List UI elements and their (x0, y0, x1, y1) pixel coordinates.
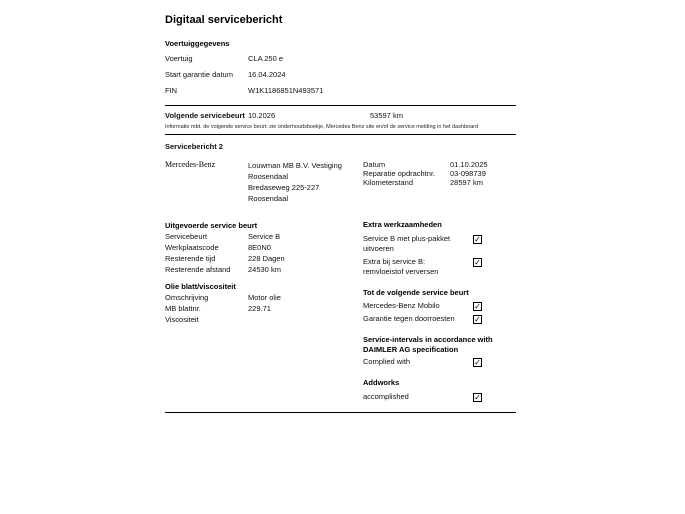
vehicle-row (165, 70, 516, 79)
oil-row (165, 314, 363, 325)
field-label: Voertuig (165, 54, 193, 63)
field-value: 28597 km (450, 178, 483, 187)
field-label: MB blattnr. (165, 304, 201, 313)
check-item (363, 301, 516, 311)
dealer-line: Louwman MB B.V. Vestiging (248, 161, 342, 170)
field-value: 24530 km (248, 265, 281, 274)
checkbox[interactable]: ✓ (474, 315, 481, 324)
next-service-row (165, 111, 516, 120)
next-service-section (165, 105, 516, 135)
vehicle-section-heading: Voertuiggegevens (165, 39, 230, 48)
report-details (363, 160, 516, 204)
dealer-info-section (165, 160, 516, 204)
report-body-columns (165, 220, 516, 402)
check-item (363, 357, 516, 367)
dealer-line: Roosendaal (248, 172, 289, 181)
field-value (248, 314, 363, 325)
check-item (363, 392, 516, 402)
next-service-heading: Volgende servicebeurt (165, 111, 245, 120)
performed-service-heading: Uitgevoerde service beurt (165, 221, 258, 230)
check-item-label: Extra bij service B: remvloeistof verversen (363, 256, 439, 276)
field-label: Viscositeit (165, 315, 199, 324)
field-label: Reparatie opdrachtnr. (363, 169, 436, 178)
check-item-label: Mercedes-Benz Mobilo (363, 301, 440, 310)
left-column (165, 220, 363, 402)
checkbox[interactable]: ✓ (474, 302, 481, 311)
field-value: W1K1186851N493571 (248, 86, 324, 95)
vehicle-row (165, 86, 516, 95)
performed-row (165, 231, 363, 242)
dealer-line: Roosendaal (248, 194, 289, 203)
performed-row (165, 264, 363, 275)
field-value: 8E0N0 (248, 243, 271, 252)
checkbox[interactable]: ✓ (474, 392, 481, 402)
checkbox[interactable]: ✓ (474, 257, 481, 267)
until-next-service-heading: Tot de volgende service beurt (363, 287, 469, 297)
field-value: 03-098739 (450, 169, 486, 178)
checkbox[interactable]: ✓ (474, 234, 481, 244)
field-label: Servicebeurt (165, 232, 208, 241)
oil-row (165, 292, 363, 303)
detail-row (363, 169, 516, 178)
service-intervals-heading: Service-intervals in accordance with DAIMLER AG specification (363, 335, 493, 354)
check-item (363, 314, 516, 324)
detail-row (363, 160, 516, 169)
dealer-address (248, 160, 363, 204)
oil-row (165, 303, 363, 314)
brand-logo-text: Mercedes-Benz (165, 160, 216, 169)
oil-section-heading: Olie blatt/viscositeit (165, 282, 236, 291)
vehicle-section (165, 39, 516, 105)
field-label: Resterende afstand (165, 265, 231, 274)
field-label: Start garantie datum (165, 70, 233, 79)
detail-row (363, 178, 516, 187)
field-label: Omschrijving (165, 293, 209, 302)
vehicle-row (165, 54, 516, 63)
check-item-label: Service B met plus-pakket uitvoeren (363, 233, 451, 253)
bottom-divider (165, 412, 516, 413)
service-report-heading: Servicebericht 2 (165, 142, 223, 151)
field-value: 01.10.2025 (450, 160, 488, 169)
field-label: Resterende tijd (165, 254, 216, 263)
extra-work-heading: Extra werkzaamheden (363, 220, 442, 229)
dealer-line: Bredaseweg 225-227 (248, 183, 320, 192)
next-service-date: 10.2026 (248, 111, 276, 120)
performed-row (165, 253, 363, 264)
field-label: Kilometerstand (363, 178, 414, 187)
check-item (363, 257, 516, 277)
field-value: Motor olie (248, 293, 281, 302)
performed-row (165, 242, 363, 253)
digital-service-report (165, 14, 516, 413)
field-value: Service B (248, 232, 281, 241)
next-service-note: Informatie mbt. de volgende service beurt: zie onderhoudsboekje, Mercedes Benz site en/of de service melding in het dashboard (165, 124, 479, 130)
check-item (363, 234, 516, 254)
checkbox[interactable]: ✓ (474, 358, 481, 367)
addworks-heading: Addworks (363, 378, 400, 387)
field-label: FIN (165, 86, 178, 95)
next-service-mileage: 53597 km (370, 111, 403, 120)
check-item-label: Garantie tegen doorroesten (363, 314, 455, 323)
check-item-label: Complied with (363, 357, 411, 366)
field-label: Datum (363, 160, 386, 169)
right-column (363, 220, 516, 402)
field-value: 228 Dagen (248, 254, 285, 263)
check-item-label: accomplished (363, 391, 409, 401)
page-title: Digitaal servicebericht (165, 14, 283, 26)
field-value: 229.71 (248, 304, 271, 313)
field-value: CLA 250 e (248, 54, 284, 63)
field-value: 16.04.2024 (248, 70, 286, 79)
field-label: Werkplaatscode (165, 243, 219, 252)
